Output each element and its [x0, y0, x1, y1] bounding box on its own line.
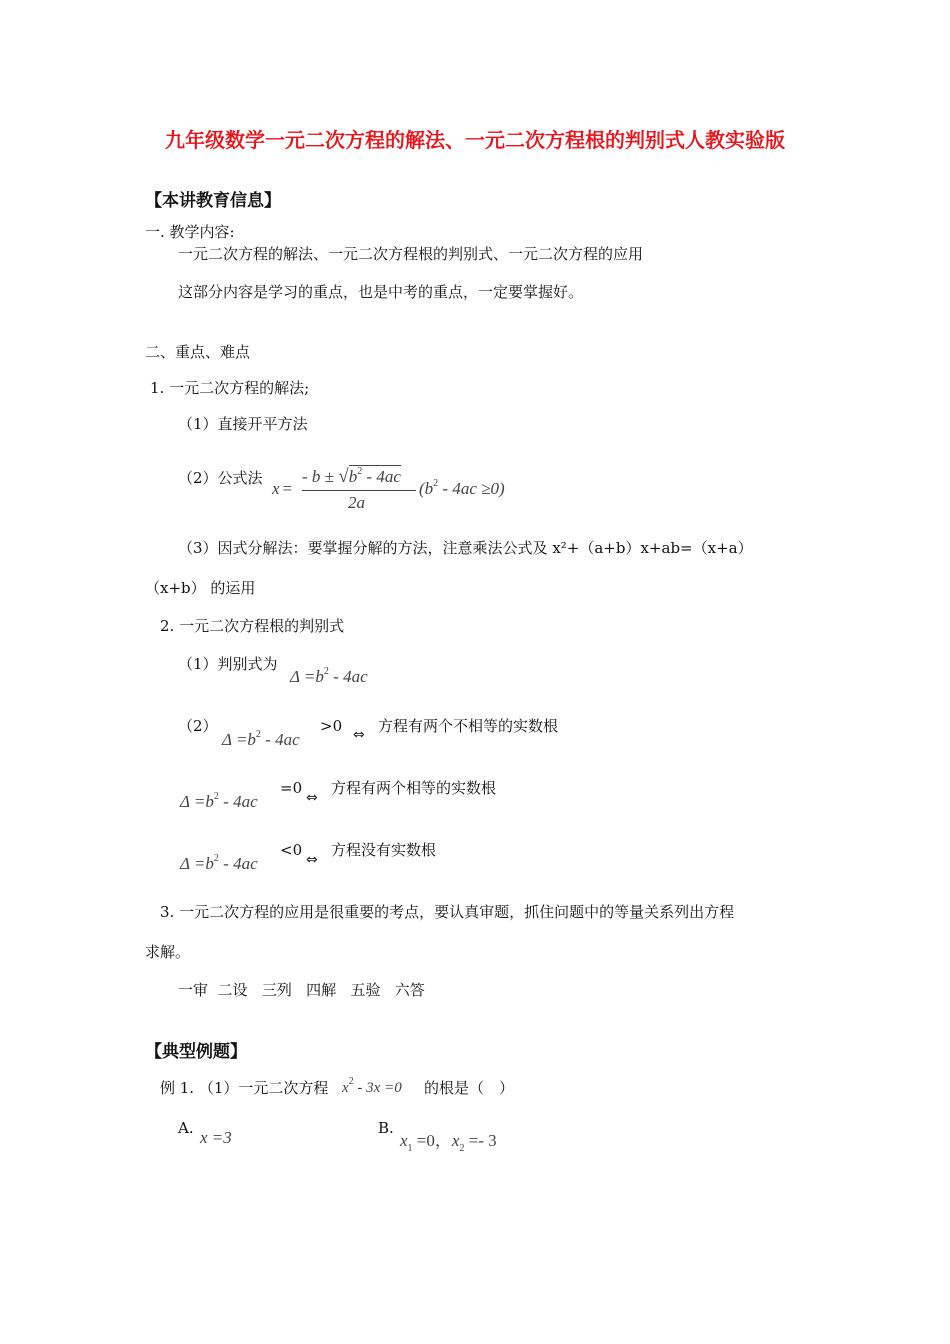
item1-method3: （3）因式分解法：要掌握分解的方法，注意乘法公式及 x²+（a+b）x+ab=（x+a）	[178, 539, 753, 557]
item3-label: 3. 一元二次方程的应用是很重要的考点，要认真审题，抓住问题中的等量关系列出方程	[160, 903, 735, 921]
item3-cont: 求解。	[145, 943, 191, 961]
item1-label: 1. 一元二次方程的解法;	[150, 379, 310, 397]
formula-numerator: - $b \pm √b^2 - 4ac$	[302, 466, 401, 487]
discriminant-formula: $\Delta =b^2 - 4ac$	[290, 666, 368, 686]
content-label: 一. 教学内容:	[145, 223, 235, 241]
case-lt-text: 方程没有实数根	[331, 841, 437, 859]
item1-method2: （2）公式法	[178, 469, 263, 487]
item1-method1: （1）直接开平方法	[178, 415, 308, 433]
option-a-label: A.	[178, 1119, 194, 1137]
section-heading-examples: 【典型例题】	[145, 1042, 247, 1062]
example1-equation: $x^2 - 3x =0$	[342, 1076, 402, 1096]
content-line: 一元二次方程的解法、一元二次方程根的判别式、一元二次方程的应用	[178, 245, 644, 263]
delta-case-eq: $\Delta =b^2 - 4ac$	[180, 791, 258, 811]
content-note: 这部分内容是学习的重点，也是中考的重点，一定要掌握好。	[178, 283, 584, 301]
iff-symbol: ⇔	[353, 727, 365, 743]
option-a-value: x =3	[200, 1128, 232, 1147]
gt-zero: >0	[320, 717, 343, 735]
delta-case-lt: $\Delta =b^2 - 4ac$	[180, 853, 258, 873]
item2-label: 2. 一元二次方程根的判别式	[160, 617, 345, 635]
option-b-label: B.	[378, 1119, 394, 1137]
section-heading-info: 【本讲教育信息】	[145, 191, 281, 211]
delta-case-gt: $\Delta =b^2 - 4ac$	[222, 729, 300, 749]
example1-suffix: 的根是（ ）	[424, 1079, 515, 1097]
eq-zero: =0	[280, 779, 303, 797]
lt-zero: <0	[280, 841, 303, 859]
case-gt-text: 方程有两个不相等的实数根	[378, 717, 559, 735]
page-title: 九年级数学一元二次方程的解法、一元二次方程根的判别式人教实验版	[165, 128, 785, 152]
fraction-bar	[302, 490, 416, 491]
item2-discriminant-label: （1）判别式为	[178, 655, 278, 673]
option-b-value: $x_1 =0$，$x_2 =- 3$	[400, 1131, 497, 1154]
iff-symbol: ⇔	[306, 852, 318, 868]
formula-condition: $(b^2 - 4ac \ge 0)$	[419, 478, 505, 498]
iff-symbol: ⇔	[306, 790, 318, 806]
example1-prefix: 例 1. （1）一元二次方程	[160, 1079, 329, 1097]
formula-denominator: 2a	[348, 493, 365, 512]
item2-cases-label: （2）	[178, 717, 218, 735]
key-points-label: 二、重点、难点	[145, 343, 251, 361]
formula: x =	[272, 479, 293, 498]
solving-steps: 一审 二设 三列 四解 五验 六答	[178, 981, 425, 999]
case-eq-text: 方程有两个相等的实数根	[331, 779, 497, 797]
item1-method3-cont: （x+b） 的运用	[145, 579, 256, 597]
